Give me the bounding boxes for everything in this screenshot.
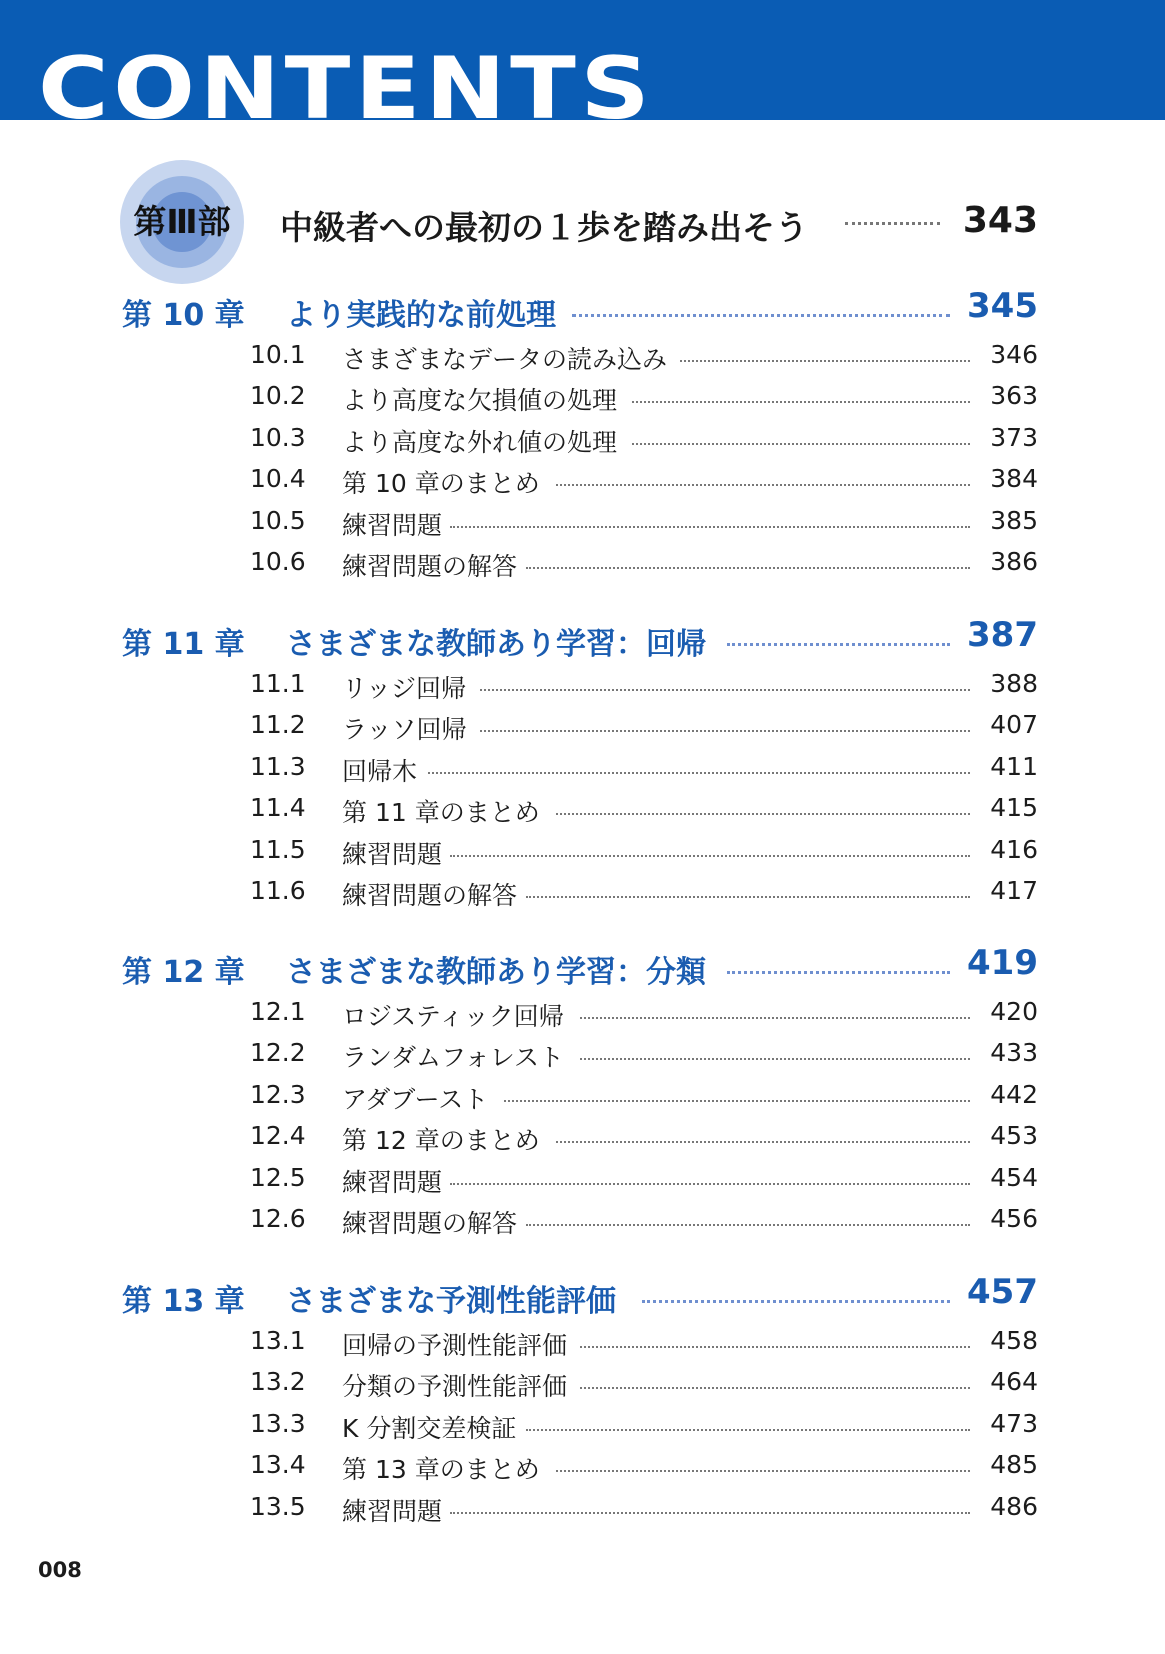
part-entry[interactable] <box>120 160 1038 284</box>
leader-dots <box>845 222 940 225</box>
leader-dots <box>642 1300 950 1303</box>
section-number: 12.6 <box>250 1203 306 1233</box>
section-title: 練習問題 <box>342 839 443 869</box>
leader-dots <box>526 1429 970 1431</box>
section-number: 12.1 <box>250 997 306 1026</box>
leader-dots <box>556 1470 970 1472</box>
section-entry[interactable] <box>250 1320 1038 1361</box>
leader-dots <box>526 896 970 898</box>
part-badge <box>120 160 244 284</box>
section-title: ラッソ回帰 <box>342 715 467 745</box>
section-title: より高度な外れ値の処理 <box>342 427 618 457</box>
section-title: 練習問題の解答 <box>342 1208 518 1238</box>
leader-dots <box>526 1224 970 1226</box>
leader-dots <box>556 484 970 486</box>
section-title: 練習問題の解答 <box>342 551 518 581</box>
leader-dots <box>480 689 970 691</box>
leader-dots <box>556 1141 970 1143</box>
leader-dots <box>556 813 970 815</box>
chapter-heading[interactable] <box>122 943 1038 991</box>
section-page-number: 442 <box>990 1079 1038 1109</box>
section-number: 11.1 <box>250 669 306 698</box>
leader-dots <box>428 772 970 774</box>
section-entry[interactable] <box>250 1032 1038 1073</box>
chapter-10 <box>122 286 1038 582</box>
section-title: 第 10 章のまとめ <box>342 469 540 499</box>
leader-dots <box>572 314 950 317</box>
section-title: 第 13 章のまとめ <box>342 1455 540 1485</box>
section-number: 10.2 <box>250 381 306 411</box>
leader-dots <box>580 1058 970 1060</box>
leader-dots <box>450 1183 970 1185</box>
section-entry[interactable] <box>250 1115 1038 1156</box>
leader-dots <box>580 1346 970 1348</box>
leader-dots <box>580 1387 970 1389</box>
part-title: 中級者への最初の１歩を踏み出そう <box>280 208 808 247</box>
section-number: 10.1 <box>250 340 306 369</box>
leader-dots <box>632 401 970 403</box>
section-entry[interactable] <box>250 375 1038 416</box>
section-number: 11.2 <box>250 710 306 740</box>
part-label: 第Ⅲ部 <box>133 202 231 241</box>
section-entry[interactable] <box>250 991 1038 1032</box>
section-page-number: 407 <box>990 710 1038 740</box>
section-title: リッジ回帰 <box>342 674 467 703</box>
chapter-page-number: 345 <box>967 286 1038 326</box>
section-title: 練習問題 <box>342 1496 443 1526</box>
leader-dots <box>727 971 950 974</box>
section-number: 13.4 <box>250 1450 306 1480</box>
section-page-number: 384 <box>990 464 1038 494</box>
section-page-number: 486 <box>990 1491 1038 1521</box>
section-number: 13.5 <box>250 1491 306 1521</box>
leader-dots <box>680 360 970 362</box>
section-title: ランダムフォレスト <box>342 1043 565 1073</box>
section-entry[interactable] <box>250 746 1038 787</box>
section-number: 11.6 <box>250 875 306 905</box>
section-entry[interactable] <box>250 1361 1038 1402</box>
section-entry[interactable] <box>250 1198 1038 1239</box>
section-number: 13.1 <box>250 1326 306 1355</box>
leader-dots <box>580 1017 970 1019</box>
leader-dots <box>450 526 970 528</box>
chapter-12 <box>122 943 1038 1239</box>
section-entry[interactable] <box>250 870 1038 911</box>
section-page-number: 416 <box>990 834 1038 864</box>
section-page-number: 453 <box>990 1121 1038 1151</box>
chapter-heading[interactable] <box>122 1272 1038 1320</box>
section-title: 練習問題の解答 <box>342 880 518 910</box>
section-page-number: 420 <box>990 997 1038 1026</box>
leader-dots <box>526 567 970 569</box>
section-entry[interactable] <box>250 1444 1038 1485</box>
section-number: 10.5 <box>250 505 306 535</box>
section-page-number: 415 <box>990 793 1038 823</box>
section-page-number: 456 <box>990 1203 1038 1233</box>
section-number: 12.3 <box>250 1079 306 1109</box>
section-entry[interactable] <box>250 334 1038 375</box>
leader-dots <box>450 855 970 857</box>
section-number: 11.3 <box>250 751 306 781</box>
leader-dots <box>480 730 970 732</box>
page-number: 008 <box>38 1558 82 1582</box>
chapter-title: さまざまな予測性能評価 <box>286 1284 616 1319</box>
section-title: さまざまなデータの読み込み <box>342 345 668 374</box>
section-page-number: 433 <box>990 1038 1038 1068</box>
section-title: 分類の予測性能評価 <box>342 1372 568 1402</box>
chapter-13 <box>122 1272 1038 1527</box>
section-title: ロジスティック回帰 <box>342 1002 564 1031</box>
section-page-number: 346 <box>990 340 1038 369</box>
section-page-number: 464 <box>990 1367 1038 1397</box>
section-title: より高度な欠損値の処理 <box>342 386 618 416</box>
page-title: CONTENTS <box>38 39 655 120</box>
section-entry[interactable] <box>250 1486 1038 1527</box>
section-page-number: 485 <box>990 1450 1038 1480</box>
chapter-title: より実践的な前処理 <box>286 298 556 333</box>
section-number: 12.2 <box>250 1038 306 1068</box>
section-entry[interactable] <box>250 458 1038 499</box>
section-entry[interactable] <box>250 1074 1038 1115</box>
leader-dots <box>504 1100 970 1102</box>
leader-dots <box>450 1512 970 1514</box>
section-entry[interactable] <box>250 787 1038 828</box>
section-page-number: 411 <box>990 751 1038 781</box>
section-title: 回帰の予測性能評価 <box>342 1331 568 1360</box>
section-number: 13.2 <box>250 1367 306 1397</box>
section-entry[interactable] <box>250 541 1038 582</box>
chapter-number: 第 10 章 <box>122 298 245 333</box>
chapter-11 <box>122 615 1038 911</box>
section-page-number: 363 <box>990 381 1038 411</box>
section-number: 11.5 <box>250 834 306 864</box>
section-entry[interactable] <box>250 663 1038 704</box>
section-number: 12.5 <box>250 1162 306 1192</box>
section-number: 12.4 <box>250 1121 306 1151</box>
section-page-number: 417 <box>990 875 1038 905</box>
section-page-number: 386 <box>990 546 1038 576</box>
section-page-number: 385 <box>990 505 1038 535</box>
section-title: アダブースト <box>342 1084 489 1114</box>
section-number: 10.3 <box>250 422 306 452</box>
chapter-number: 第 11 章 <box>122 627 245 662</box>
part-page-number: 343 <box>962 200 1038 241</box>
section-entry[interactable] <box>250 417 1038 458</box>
section-page-number: 458 <box>990 1326 1038 1355</box>
section-entry[interactable] <box>250 500 1038 541</box>
section-page-number: 388 <box>990 669 1038 698</box>
chapter-page-number: 457 <box>967 1272 1038 1312</box>
section-entry[interactable] <box>250 829 1038 870</box>
chapter-heading[interactable] <box>122 615 1038 663</box>
chapter-title: さまざまな教師あり学習：分類 <box>286 955 706 990</box>
section-title: K 分割交差検証 <box>342 1413 517 1443</box>
chapter-page-number: 419 <box>967 943 1038 983</box>
header-band <box>0 0 1165 120</box>
section-number: 13.3 <box>250 1408 306 1438</box>
section-page-number: 373 <box>990 422 1038 452</box>
section-number: 10.6 <box>250 546 306 576</box>
section-title: 練習問題 <box>342 1167 443 1197</box>
chapter-title: さまざまな教師あり学習：回帰 <box>286 627 706 662</box>
section-title: 練習問題 <box>342 510 443 540</box>
section-number: 11.4 <box>250 793 306 823</box>
chapter-number: 第 12 章 <box>122 955 245 990</box>
section-entry[interactable] <box>250 704 1038 745</box>
section-title: 第 12 章のまとめ <box>342 1126 540 1156</box>
section-page-number: 473 <box>990 1408 1038 1438</box>
section-entry[interactable] <box>250 1157 1038 1198</box>
chapter-heading[interactable] <box>122 286 1038 334</box>
section-title: 回帰木 <box>342 756 418 786</box>
chapter-page-number: 387 <box>967 615 1038 655</box>
section-entry[interactable] <box>250 1403 1038 1444</box>
section-number: 10.4 <box>250 464 306 494</box>
leader-dots <box>632 443 970 445</box>
chapter-number: 第 13 章 <box>122 1284 245 1319</box>
section-page-number: 454 <box>990 1162 1038 1192</box>
leader-dots <box>727 643 950 646</box>
section-title: 第 11 章のまとめ <box>342 798 540 828</box>
